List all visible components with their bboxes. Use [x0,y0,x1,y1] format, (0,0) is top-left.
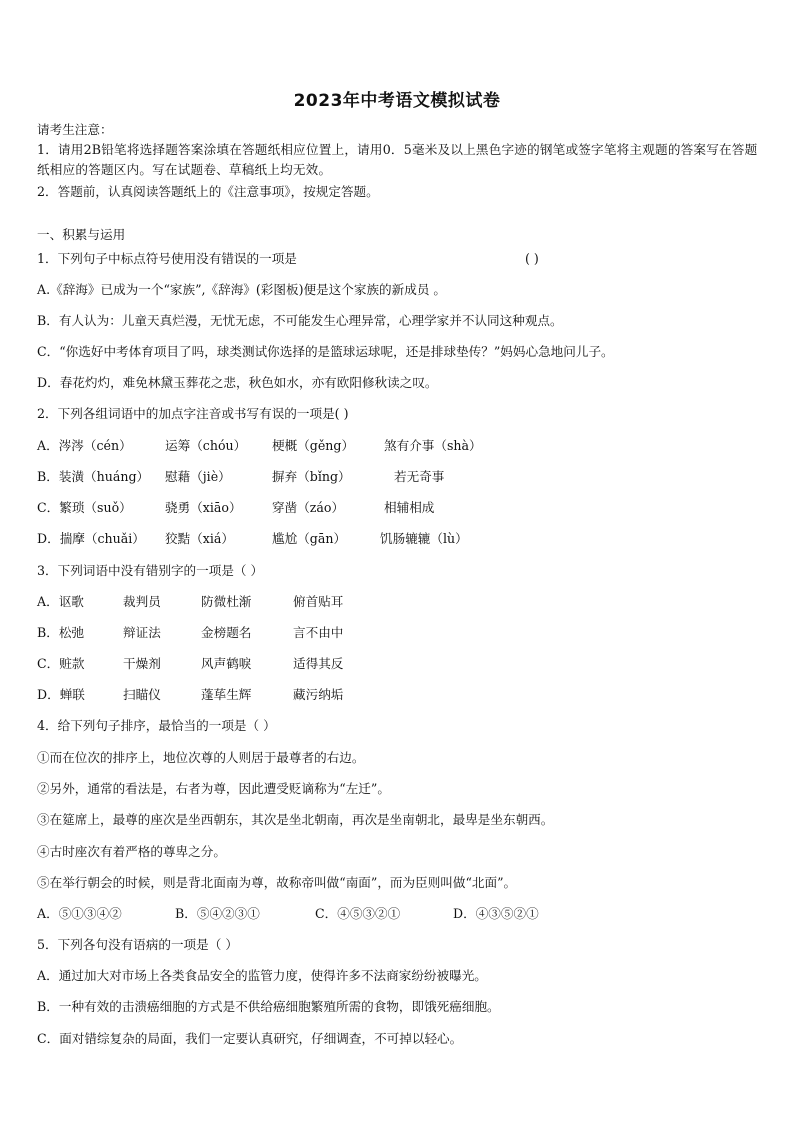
question-4-sentence: ①而在位次的排序上，地位次尊的人则居于最尊者的右边。 [37,750,365,765]
question-3-row [37,593,764,611]
word-cell: B．松弛 [37,625,85,640]
word-cell: 辩证法 [123,625,161,640]
notice-item: 2．答题前，认真阅读答题纸上的《注意事项》，按规定答题。 [37,184,379,199]
word-cell: 扫瞄仪 [123,687,161,702]
question-4-stem: 4．给下列句子排序，最恰当的一项是（ ） [37,718,276,733]
word-cell: 蓬荜生辉 [201,687,252,702]
question-3-row [37,655,764,673]
notice-heading: 请考生注意： [37,122,113,137]
word-cell: 摒弃（bǐng） [272,469,351,484]
question-2-stem: 2．下列各组词语中的加点字注音或书写有误的一项是( ) [37,406,349,421]
question-4-sentence: ③在筵席上，最尊的座次是坐西朝东，其次是坐北朝南，再次是坐南朝北，最卑是坐东朝西。 [37,812,554,827]
question-1-option: D．春花灼灼，难免林黛玉葬花之悲，秋色如水，亦有欧阳修秋读之叹。 [37,375,438,390]
question-5-option: A．通过加大对市场上各类食品安全的监管力度，使得许多不法商家纷纷被曝光。 [37,968,487,983]
word-cell: 防微杜渐 [201,594,252,609]
word-cell: 裁判员 [123,594,161,609]
word-cell: 运筹（chóu） [165,438,247,453]
question-2-row [37,468,764,486]
answer-blank: ( ) [525,251,539,266]
question-1-stem [37,250,764,268]
word-cell: 饥肠辘辘（lù） [380,531,468,546]
question-2-row [37,499,764,517]
word-cell: 梗概（gěng） [272,438,355,453]
section-heading: 一、积累与运用 [37,227,126,242]
word-cell: 适得其反 [293,656,344,671]
word-cell: 骁勇（xiāo） [165,500,242,515]
word-cell: C．繁琐（suǒ） [37,500,132,515]
word-cell: 藏污纳垢 [293,687,344,702]
question-1-option: C．“你选好中考体育项目了吗，球类测试你选择的是篮球运球呢，还是排球垫传？”妈妈心急地问儿子。 [37,344,614,359]
word-cell: D．揣摩（chuǎi） [37,531,145,546]
question-5-option: C．面对错综复杂的局面，我们一定要认真研究，仔细调查，不可掉以轻心。 [37,1031,463,1046]
word-cell: 慰藉（jiè） [165,469,231,484]
notice-item: 1．请用2B铅笔将选择题答案涂填在答题纸相应位置上，请用0．5毫米及以上黑色字迹的钢笔或签字笔将主观题的答案写在答题纸相应的答题区内。写在试题卷、草稿纸上均无效。 [37,142,758,177]
question-3-row [37,686,764,704]
word-cell: A．涔涔（cén） [37,438,132,453]
question-5-option: B．一种有效的击溃癌细胞的方式是不供给癌细胞繁殖所需的食物，即饿死癌细胞。 [37,999,500,1014]
question-4-sentence: ⑤在举行朝会的时候，则是背北面南为尊，故称帝叫做“南面”，而为臣则叫做“北面”。 [37,875,517,890]
question-2-row [37,437,764,455]
question-1-option: B．有人认为：儿童天真烂漫，无忧无虑，不可能发生心理异常，心理学家并不认同这种观点。 [37,313,563,328]
word-cell: 穿凿（záo） [272,500,345,515]
question-3-row [37,624,764,642]
word-cell: B．装潢（huáng） [37,469,150,484]
word-cell: 言不由中 [293,625,344,640]
answer-option: B．⑤④②③① [175,906,260,921]
answer-option: C．④⑤③②① [315,906,401,921]
word-cell: 煞有介事（shà） [384,438,482,453]
word-cell: 尴尬（gān） [272,531,347,546]
word-cell: C．赃款 [37,656,85,671]
question-4-sentence: ②另外，通常的看法是，右者为尊，因此遭受贬谪称为“左迁”。 [37,781,390,796]
word-cell: 俯首贴耳 [293,594,344,609]
word-cell: 干燥剂 [123,656,161,671]
word-cell: 狡黠（xiá） [165,531,235,546]
word-cell: 相辅相成 [384,500,435,515]
page-title: 2023年中考语文模拟试卷 [293,91,501,111]
question-5-stem: 5．下列各句没有语病的一项是（ ） [37,937,238,952]
question-3-stem: 3．下列词语中没有错别字的一项是（ ） [37,563,264,578]
question-1-text: 1．下列句子中标点符号使用没有错误的一项是 [37,251,297,266]
word-cell: D．蝉联 [37,687,85,702]
word-cell: 金榜题名 [201,625,252,640]
question-1-option: A.《辞海》已成为一个“家族”,《辞海》(彩图板)便是这个家族的新成员 。 [37,282,447,297]
question-4-sentence: ④古时座次有着严格的尊卑之分。 [37,844,226,859]
word-cell: 若无奇事 [394,469,445,484]
question-2-row [37,530,764,548]
answer-option: D．④③⑤②① [453,906,539,921]
word-cell: 风声鹤唳 [201,656,252,671]
question-4-options [37,905,764,923]
answer-option: A．⑤①③④② [37,906,122,921]
word-cell: A．讴歌 [37,594,84,609]
